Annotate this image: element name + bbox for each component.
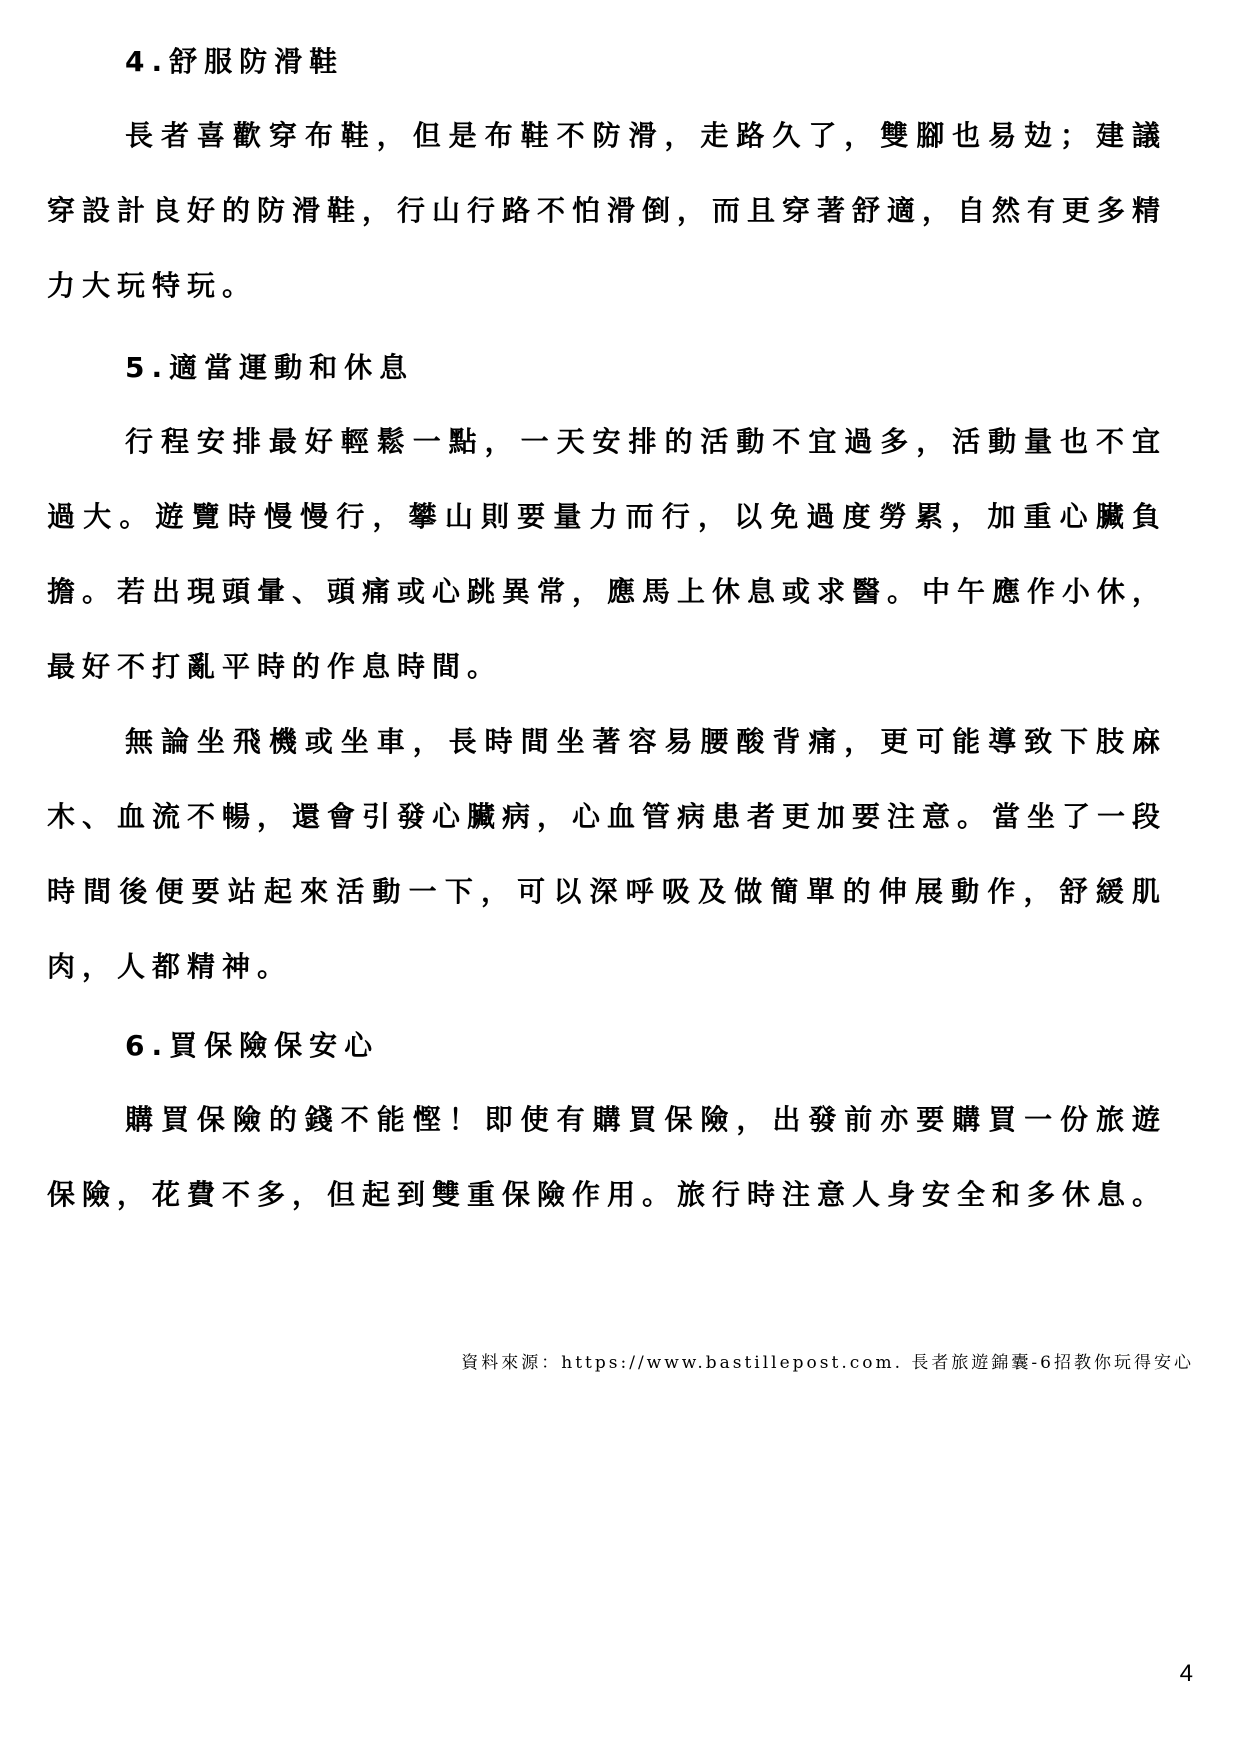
section-heading: 5.適當運動和休息 [125,351,415,384]
section-insurance [47,1031,1167,1232]
paragraph: 購買保險的錢不能慳！即使有購買保險，出發前亦要購買一份旅遊保險，花費不多，但起到雙重保險作用。旅行時注意人身安全和多休息。 [47,1103,1168,1211]
paragraph: 無論坐飛機或坐車，長時間坐著容易腰酸背痛，更可能導致下肢麻木、血流不暢，還會引發心臟病，心血管病患者更加要注意。當坐了一段時間後便要站起來活動一下，可以深呼吸及做簡單的伸展動作，舒緩肌肉，人都精神。 [47,725,1168,983]
section-footwear [47,47,1167,323]
section-heading: 6.買保險保安心 [125,1029,380,1062]
section-heading: 4.舒服防滑鞋 [125,45,345,78]
section-exercise-rest [47,353,1167,1004]
paragraph: 行程安排最好輕鬆一點，一天安排的活動不宜過多，活動量也不宜過大。遊覽時慢慢行，攀山則要量力而行，以免過度勞累，加重心臟負擔。若出現頭暈、頭痛或心跳異常，應馬上休息或求醫。中午應作小休，最好不打亂平時的作息時間。 [47,425,1168,683]
page-number: 4 [1179,1660,1193,1687]
paragraph: 長者喜歡穿布鞋，但是布鞋不防滑，走路久了，雙腳也易攰；建議穿設計良好的防滑鞋，行山行路不怕滑倒，而且穿著舒適，自然有更多精力大玩特玩。 [47,119,1168,302]
source-citation: 資料來源：https://www.bastillepost.com. 長者旅遊錦囊-6招教你玩得安心 [461,1353,1194,1373]
